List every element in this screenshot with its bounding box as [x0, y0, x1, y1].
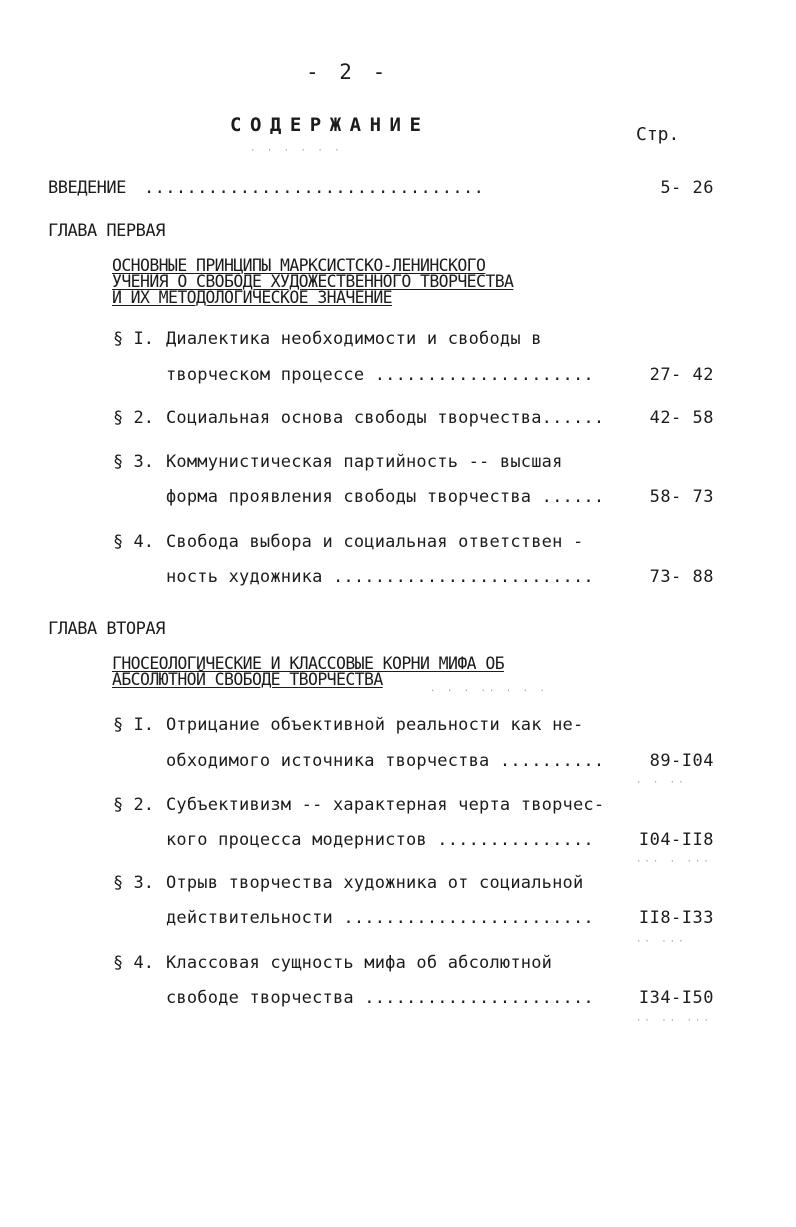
intro-entry-leader: ................................ [144, 178, 485, 198]
chapter-2-title-line: АБСОЛЮТНОЙ СВОБОДЕ ТВОРЧЕСТВА [112, 670, 383, 689]
section-title-continued: форма проявления свободы творчества ...... [166, 487, 605, 507]
section-title-continued: творческом процессе ..................... [166, 365, 594, 385]
page-number: - 2 - [306, 60, 390, 84]
chapter-1-title-line: И ИХ МЕТОДОЛОГИЧЕСКОЕ ЗНАЧЕНИЕ [112, 288, 393, 307]
section-pages: 58- 73 [649, 487, 714, 507]
section-number: § I. [113, 715, 154, 735]
paper-speckle: ·· ·· ··· [636, 1016, 712, 1026]
intro-entry-pages: 5- 26 [660, 178, 714, 198]
section-number: § 2. [113, 408, 154, 428]
section-title: Отрыв творчества художника от социальной [166, 873, 584, 893]
paper-speckle: · · · · · · [250, 146, 343, 156]
intro-entry-label: ВВЕДЕНИЕ [48, 178, 126, 198]
chapter-2-label: ГЛАВА ВТОРАЯ [48, 619, 165, 639]
section-title-continued: действительности ........................ [166, 908, 594, 928]
section-title: Классовая сущность мифа об абсолютной [166, 953, 553, 973]
section-pages: 27- 42 [649, 365, 714, 385]
chapter-1-label: ГЛАВА ПЕРВАЯ [48, 221, 165, 241]
section-pages: I04-II8 [638, 830, 714, 850]
chapter-1-title [112, 258, 513, 306]
section-pages: 73- 88 [649, 567, 714, 587]
section-title: Коммунистическая партийность -- высшая [166, 452, 563, 472]
section-title-continued: кого процесса модернистов ............... [166, 830, 594, 850]
paper-speckle: ··· · ··· [636, 857, 712, 867]
chapter-1-title-line: УЧЕНИЯ О СВОБОДЕ ХУДОЖЕСТВЕННОГО ТВОРЧЕСТВА [112, 272, 514, 291]
section-title: Диалектика необходимости и свободы в [166, 329, 542, 349]
section-pages: 89-I04 [649, 751, 714, 771]
section-title-continued: свободе творчества ...................... [166, 988, 594, 1008]
section-pages: 42- 58 [649, 408, 714, 428]
section-pages: II8-I33 [638, 908, 714, 928]
pages-column-header: Стр. [636, 124, 680, 145]
section-title-continued: ность художника ......................... [166, 567, 594, 587]
section-pages: I34-I50 [638, 988, 714, 1008]
paper-speckle: · · ·· [636, 778, 687, 788]
section-number: § 2. [113, 795, 154, 815]
paper-speckle: ·· ··· [636, 937, 687, 947]
section-number: § 3. [113, 452, 154, 472]
page-title: СОДЕРЖАНИЕ [230, 114, 430, 136]
chapter-2-title-line: ГНОСЕОЛОГИЧЕСКИЕ И КЛАССОВЫЕ КОРНИ МИФА ОБ [112, 654, 505, 673]
section-title: Субъективизм -- характерная черта творчес- [166, 795, 605, 815]
section-title-continued: обходимого источника творчества .......... [166, 751, 605, 771]
section-number: § 4. [113, 532, 154, 552]
section-title: Отрицание объективной реальности как не- [166, 715, 584, 735]
section-title: Свобода выбора и социальная ответствен - [166, 532, 584, 552]
chapter-1-title-line: ОСНОВНЫЕ ПРИНЦИПЫ МАРКСИСТСКО-ЛЕНИНСКОГО [112, 256, 486, 275]
section-number: § 4. [113, 953, 154, 973]
section-title: Социальная основа свободы творчества...... [166, 408, 605, 428]
section-number: § 3. [113, 873, 154, 893]
section-number: § I. [113, 329, 154, 349]
paper-speckle: . . . .. . . . [430, 684, 548, 694]
